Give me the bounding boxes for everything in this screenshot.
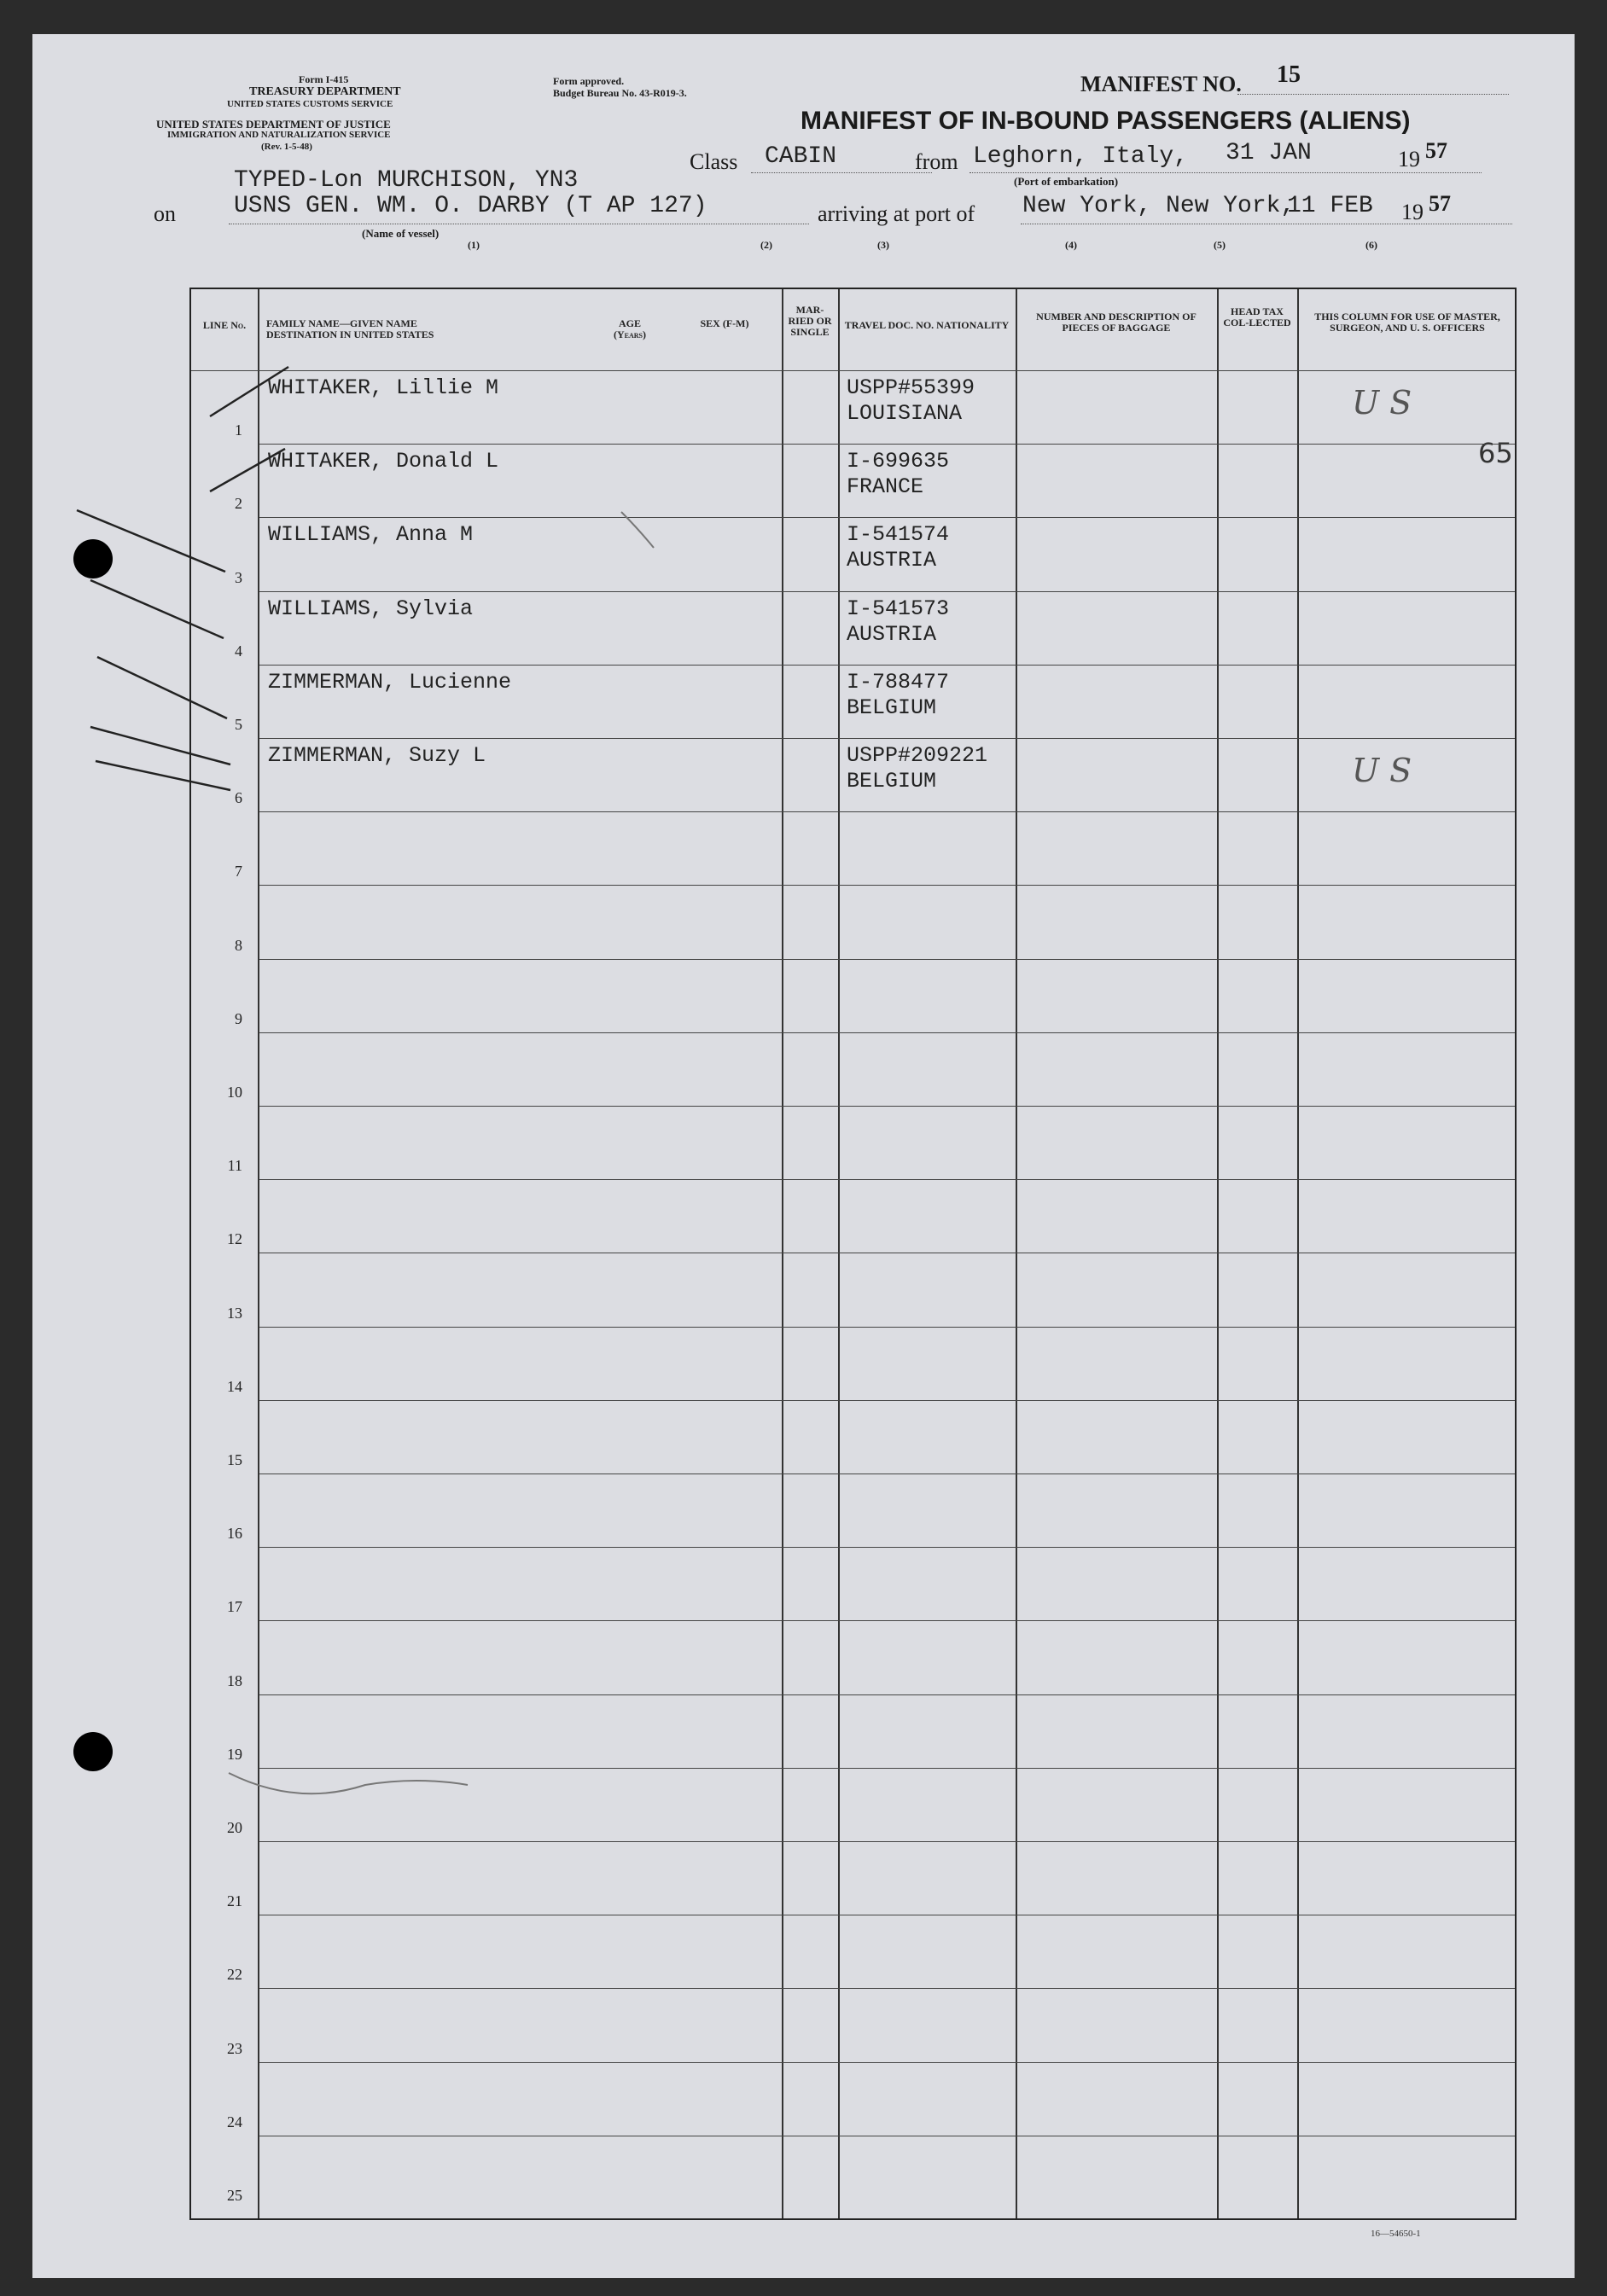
passenger-name: WILLIAMS, Sylvia: [268, 596, 474, 621]
line-number: 9: [235, 1009, 242, 1027]
arrival-year-prefix: 19: [1401, 200, 1424, 224]
departure-date: 31 JAN: [1226, 140, 1312, 166]
header-sex: SEX (F-M): [700, 317, 749, 329]
col-num-3: (3): [877, 239, 889, 251]
arrival-port: New York, New York,: [1022, 193, 1295, 219]
passenger-name: ZIMMERMAN, Suzy L: [268, 743, 486, 768]
col-num-1: (1): [468, 239, 480, 251]
approved-label: Form approved.: [553, 75, 625, 87]
year-prefix: 19: [1398, 147, 1420, 171]
col-num-6: (6): [1365, 239, 1377, 251]
passenger-name: ZIMMERMAN, Lucienne: [268, 669, 512, 695]
ins-label: IMMIGRATION AND NATURALIZATION SERVICE: [167, 130, 391, 140]
header-age: AGE (Years): [614, 317, 646, 340]
from-label: from: [915, 149, 958, 174]
port-of-embarkation: Leghorn, Italy,: [973, 143, 1189, 170]
line-number: 1: [235, 421, 242, 439]
col-num-5: (5): [1214, 239, 1226, 251]
line-number: 7: [235, 863, 242, 881]
vessel-name: USNS GEN. WM. O. DARBY (T AP 127): [234, 193, 707, 219]
travel-doc-number: I-699635: [847, 449, 950, 474]
justice-label: UNITED STATES DEPARTMENT OF JUSTICE: [156, 118, 391, 131]
vessel-caption: (Name of vessel): [362, 227, 440, 240]
line-number: 4: [235, 642, 242, 660]
arrival-date: 11 FEB: [1287, 193, 1373, 219]
line-number: 18: [227, 1671, 242, 1689]
line-number: 8: [235, 936, 242, 954]
header-officers: THIS COLUMN FOR USE OF MASTER, SURGEON, AND U. S. OFFICERS: [1314, 311, 1500, 334]
header-name: FAMILY NAME—GIVEN NAME DESTINATION IN UNITED STATES: [266, 317, 434, 340]
officer-mark: U S: [1352, 384, 1412, 421]
margin-number: 65: [1478, 437, 1513, 469]
tick-marks: [32, 34, 1575, 2278]
line-number: 2: [235, 495, 242, 513]
line-number: 10: [227, 1084, 242, 1101]
header-head-tax: HEAD TAX COL-LECTED: [1223, 305, 1291, 328]
class-value: CABIN: [765, 143, 837, 170]
nationality: BELGIUM: [847, 769, 937, 793]
passenger-name: WILLIAMS, Anna M: [268, 522, 474, 548]
line-number: 14: [227, 1377, 242, 1395]
nationality: BELGIUM: [847, 695, 937, 720]
line-number: 15: [227, 1451, 242, 1468]
officer-mark: U S: [1352, 752, 1412, 789]
port-embark-caption: (Port of embarkation): [1014, 175, 1119, 188]
header-travel-doc: TRAVEL DOC. NO. NATIONALITY: [844, 319, 1010, 331]
line-number: 22: [227, 1966, 242, 1984]
line-number: 6: [235, 789, 242, 807]
customs-label: UNITED STATES CUSTOMS SERVICE: [227, 99, 393, 109]
passenger-name: WHITAKER, Donald L: [268, 449, 499, 474]
line-number: 13: [227, 1304, 242, 1322]
budget-label: Budget Bureau No. 43-R019-3.: [553, 87, 687, 99]
nationality: AUSTRIA: [847, 621, 937, 647]
header-baggage: NUMBER AND DESCRIPTION OF PIECES OF BAGGAGE: [1036, 311, 1197, 334]
line-number: 19: [227, 1745, 242, 1763]
manifest-sheet: [32, 34, 1575, 2278]
col-num-2: (2): [760, 239, 772, 251]
travel-doc-number: USPP#209221: [847, 743, 988, 768]
line-number: 11: [227, 1157, 242, 1175]
line-number: 5: [235, 716, 242, 733]
manifest-no-value: 15: [1277, 61, 1301, 88]
line-number: 17: [227, 1598, 242, 1616]
on-label: on: [154, 201, 176, 226]
travel-doc-number: USPP#55399: [847, 375, 975, 400]
passenger-name: WHITAKER, Lillie M: [268, 375, 499, 400]
header-married: MAR-RIED OR SINGLE: [788, 304, 832, 338]
col-num-4: (4): [1065, 239, 1077, 251]
nationality: LOUISIANA: [847, 401, 963, 426]
year-suffix: 57: [1425, 138, 1447, 163]
line-number: 25: [227, 2187, 242, 2204]
header-line-no: LINE No.: [202, 319, 247, 331]
travel-doc-number: I-541574: [847, 522, 950, 548]
footer-code: 16—54650-1: [1371, 2229, 1421, 2239]
treasury-label: TREASURY DEPARTMENT: [249, 85, 401, 98]
manifest-no-label: MANIFEST NO.: [1080, 72, 1242, 96]
class-label: Class: [690, 149, 738, 174]
line-number: 20: [227, 1819, 242, 1836]
arriving-label: arriving at port of: [818, 201, 975, 226]
arrival-year-suffix: 57: [1429, 191, 1451, 216]
line-number: 23: [227, 2039, 242, 2057]
line-number: 24: [227, 2113, 242, 2130]
travel-doc-number: I-788477: [847, 669, 950, 695]
line-number: 3: [235, 568, 242, 586]
line-number: 16: [227, 1525, 242, 1543]
line-number: 21: [227, 1892, 242, 1910]
rev-label: (Rev. 1-5-48): [261, 142, 312, 152]
line-number: 12: [227, 1230, 242, 1248]
form-number: Form I-415: [299, 73, 349, 85]
nationality: AUSTRIA: [847, 548, 937, 573]
nationality: FRANCE: [847, 474, 924, 500]
travel-doc-number: I-541573: [847, 596, 950, 621]
manifest-title: MANIFEST OF IN-BOUND PASSENGERS (ALIENS): [801, 107, 1411, 135]
typed-by: TYPED-Lon MURCHISON, YN3: [234, 167, 579, 194]
